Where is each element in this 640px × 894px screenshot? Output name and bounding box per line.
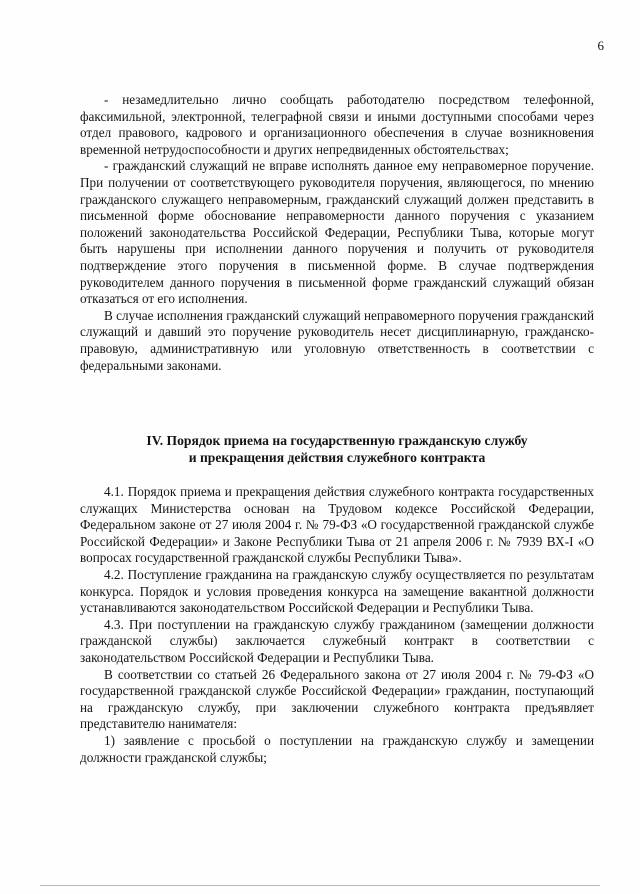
- top-text-block: [80, 92, 594, 374]
- paragraph-unlawful-order: - гражданский служащий не вправе исполнять данное ему неправомерное поручение. При получении от соответствующего руководителя поручения, являющегося, по мнению гражданского служащего неправомерным, гражданский служащий должен представить в письменной форме обоснование неправомерности данного поручения с указанием положений законодательства Российской Федерации, Республики Тыва, которые могут быть нарушены при исполнении данного поручения и получить от руководителя подтверждение этого поручения в письменной форме. В случае подтверждения руководителем данного поручения в письменной форме гражданский служащий обязан отказаться от его исполнения.: [80, 158, 594, 307]
- page-number: 6: [597, 38, 604, 53]
- section-heading-line-2: и прекращения действия служебного контракта: [188, 450, 486, 465]
- paragraph-4-3: 4.3. При поступлении на гражданскую службу гражданином (замещении должности гражданской службы) заключается служебный контракт в соответствии с законодательством Российской Федерации и Республики Тыва.: [80, 616, 594, 665]
- paragraph-responsibility: В случае исполнения гражданский служащий неправомерного поручения гражданский служащий и давший это поручение руководитель несет дисциплинарную, гражданско-правовую, административную или уголовную ответственность в соответствии с федеральными законами.: [80, 307, 594, 373]
- footer-divider: [40, 885, 600, 886]
- section-heading-line-1: IV. Порядок приема на государственную гражданскую службу: [146, 433, 528, 448]
- section-text-block: [80, 484, 594, 766]
- paragraph-4-2: 4.2. Поступление гражданина на гражданскую службу осуществляется по результатам конкурса. Порядок и условия проведения конкурса на замещение вакантной должности устанавливаются законодательством Российской Федерации и Республики Тыва.: [80, 566, 594, 616]
- list-item-1: 1) заявление с просьбой о поступлении на гражданскую службу и замещении должности гражданской службы;: [80, 732, 594, 765]
- paragraph-4-1: 4.1. Порядок приема и прекращения действия служебного контракта государственных служащих Министерства основан на Трудовом кодексе Российской Федерации, Федеральном законе от 27 июля 2004 г. № 79-ФЗ «О государственной гражданской службе Российской Федерации» и Законе Республики Тыва от 21 апреля 2006 г. № 7939 ВХ-I «О вопросах государственной гражданской службы Республики Тыва».: [80, 484, 594, 566]
- paragraph-notify-employer: - незамедлительно лично сообщать работодателю посредством телефонной, факсимильной, электронной, телеграфной связи и иными доступными способами через отдел правового, кадрового и организационного обеспечения в случае возникновения временной нетрудоспособности и других непредвиденных обстоятельствах;: [80, 92, 594, 157]
- section-heading: [80, 432, 594, 466]
- paragraph-article-26: В соответствии со статьей 26 Федерального закона от 27 июля 2004 г. № 79-ФЗ «О государственной гражданской службе Российской Федерации» гражданин, поступающий на гражданскую службу, при заключении служебного контракта предъявляет представителю нанимателя:: [80, 666, 594, 732]
